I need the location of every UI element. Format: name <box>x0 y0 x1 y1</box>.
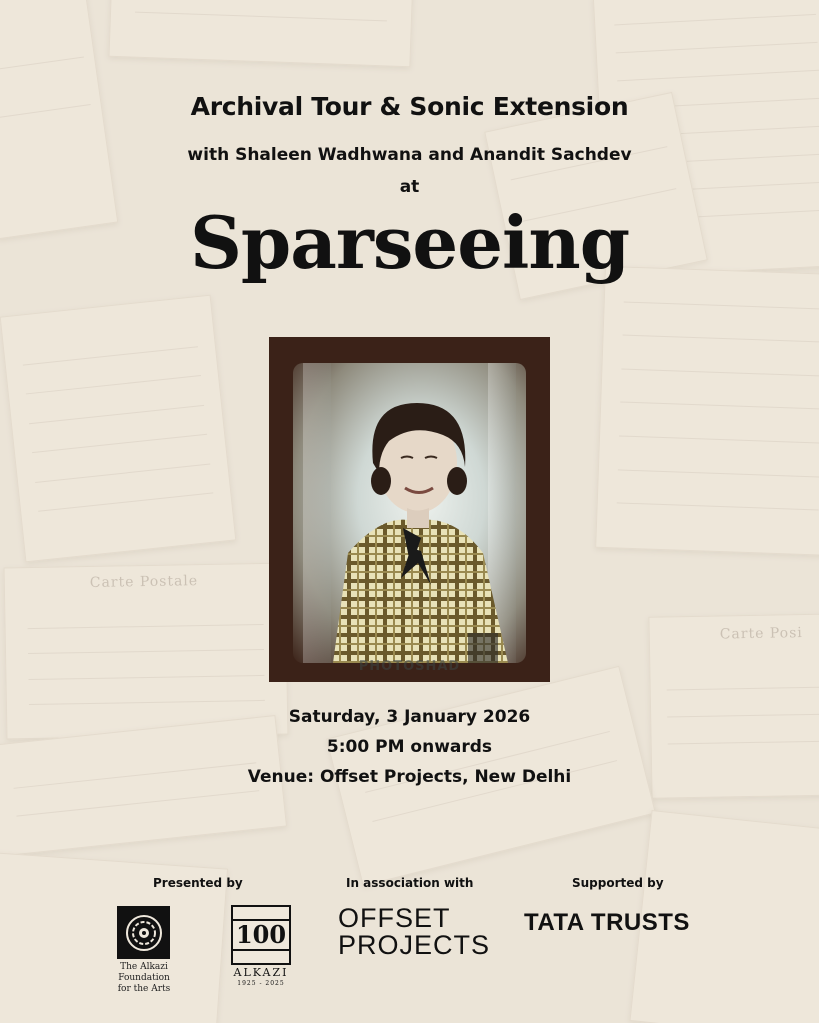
alkazi-foundation-logo <box>117 906 170 959</box>
subtitle-at: at <box>399 177 420 197</box>
alkazi-100-word: ALKAZI <box>233 966 289 979</box>
page-title: Sparseeing <box>189 200 630 285</box>
alkazi-100-logo <box>231 905 291 965</box>
association-label: In association with <box>346 876 474 890</box>
offset-projects-logo <box>338 903 491 960</box>
alkazi-foundation-name <box>94 962 194 995</box>
photo-watermark: PHOTOSHAD <box>358 659 461 674</box>
offset-line1: OFFSET <box>338 903 451 933</box>
offset-line2: PROJECTS <box>338 930 491 960</box>
tata-trusts-logo: TATA TRUSTS <box>524 909 690 936</box>
alkazi-foundation-line2: for the Arts <box>117 984 171 994</box>
event-venue: Venue: Offset Projects, New Delhi <box>247 767 572 787</box>
alkazi-foundation-line1: The Alkazi Foundation <box>118 962 170 983</box>
subtitle-hosts: with Shaleen Wadhwana and Anandit Sachdev <box>187 145 632 165</box>
event-date: Saturday, 3 January 2026 <box>288 707 531 727</box>
portrait-photo <box>269 337 550 682</box>
alkazi-100-years: 1925 - 2025 <box>237 980 285 987</box>
portrait-image <box>293 363 526 674</box>
subtitle-event-type: Archival Tour & Sonic Extension <box>190 92 629 121</box>
supported-by-label: Supported by <box>572 876 664 890</box>
alkazi-100-number: 100 <box>231 919 291 951</box>
presented-by-label: Presented by <box>153 876 243 890</box>
rosette-icon <box>124 913 164 953</box>
event-time: 5:00 PM onwards <box>326 737 493 757</box>
portrait-figure <box>293 363 526 663</box>
